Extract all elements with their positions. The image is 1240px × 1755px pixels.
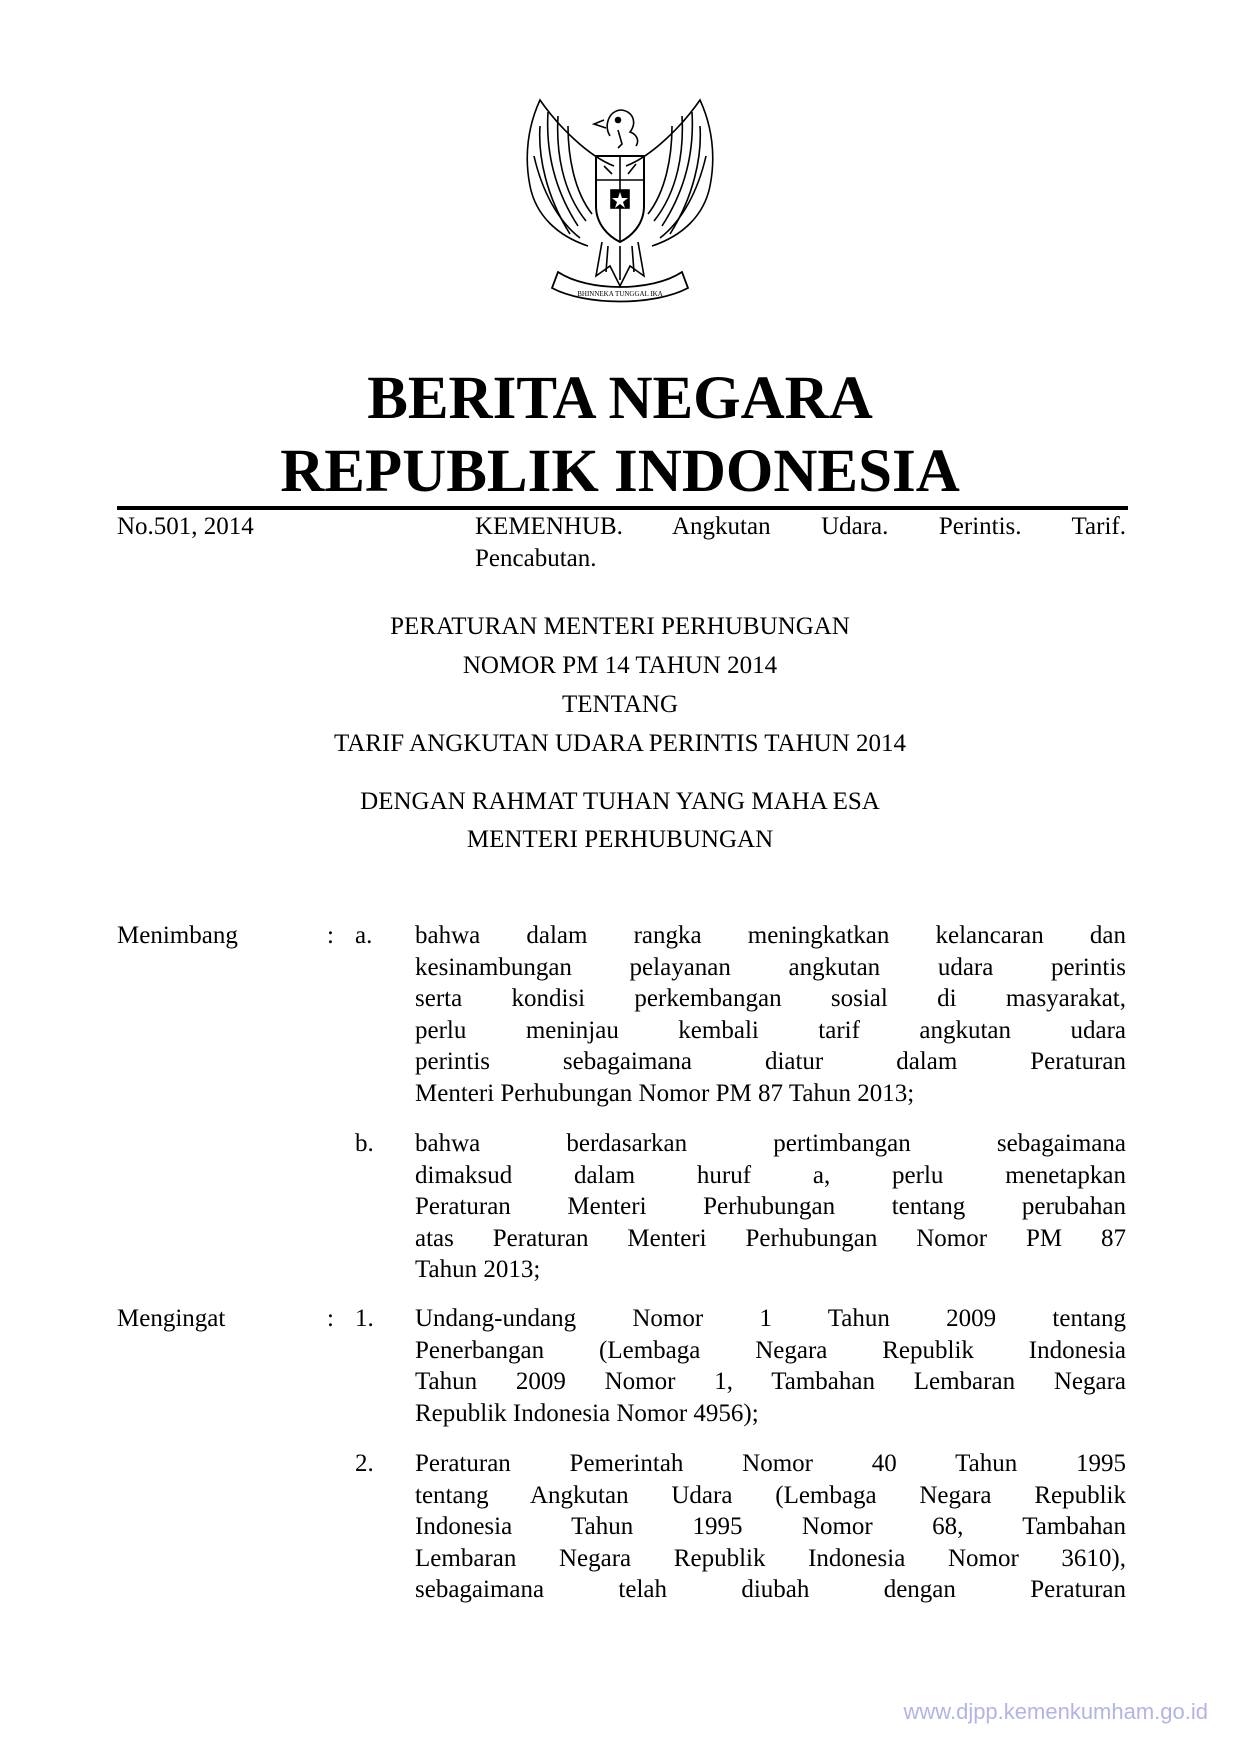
text-line: sebagaimana telah diubah dengan Peraturan [415, 1576, 1126, 1603]
text-line: Peraturan Pemerintah Nomor 40 Tahun 1995 [415, 1450, 1126, 1477]
text-line: kesinambungan pelayanan angkutan udara perintis [415, 953, 1126, 981]
mengingat-item-1 [415, 1303, 1126, 1429]
text-line: atas Peraturan Menteri Perhubungan Nomor PM 87 [415, 1224, 1126, 1252]
gazette-subject-line1: KEMENHUB. Angkutan Udara. Perintis. Tarif. [475, 513, 1126, 540]
text-line: perlu meninjau kembali tarif angkutan udara [415, 1016, 1126, 1044]
text-line: Menteri Perhubungan Nomor PM 87 Tahun 2013; [415, 1079, 915, 1107]
mengingat-label: Mengingat [117, 1305, 226, 1332]
menimbang-colon: : [327, 922, 334, 949]
gazette-subject-line2: Pencabutan. [475, 545, 597, 572]
garuda-emblem-icon [518, 96, 722, 310]
invocation: DENGAN RAHMAT TUHAN YANG MAHA ESA [360, 788, 880, 815]
text-line: Indonesia Tahun 1995 Nomor 68, Tambahan [415, 1513, 1126, 1540]
emblem-motto: BHINNEKA TUNGGAL IKA [577, 290, 663, 298]
regulation-number: NOMOR PM 14 TAHUN 2014 [462, 652, 778, 679]
text-line: perintis sebagaimana diatur dalam Peraturan [415, 1048, 1126, 1075]
gazette-number: No.501, 2014 [117, 513, 254, 540]
regulation-subject: TARIF ANGKUTAN UDARA PERINTIS TAHUN 2014 [333, 730, 907, 757]
menimbang-item-b [415, 1128, 1126, 1286]
text-line: Undang-undang Nomor 1 Tahun 2009 tentang [415, 1305, 1126, 1332]
text-line: Lembaran Negara Republik Indonesia Nomor 3610), [415, 1544, 1126, 1572]
text-line: Peraturan Menteri Perhubungan tentang perubahan [415, 1193, 1126, 1220]
menimbang-item-a [415, 920, 1126, 1109]
masthead-title-line2: REPUBLIK INDONESIA [280, 438, 960, 505]
mengingat-colon: : [327, 1305, 334, 1332]
text-line: Tahun 2009 Nomor 1, Tambahan Lembaran Negara [415, 1368, 1126, 1395]
text-line: Penerbangan (Lembaga Negara Republik Indonesia [415, 1336, 1126, 1364]
item-number-2: 2. [355, 1450, 374, 1477]
source-url-watermark: www.djpp.kemenkumham.go.id [903, 1699, 1208, 1724]
item-number-1: 1. [355, 1305, 374, 1332]
mengingat-item-2 [415, 1448, 1126, 1606]
issuer: MENTERI PERHUBUNGAN [466, 826, 774, 853]
regulation-tentang: TENTANG [561, 691, 679, 718]
menimbang-label: Menimbang [117, 922, 238, 949]
text-line: serta kondisi perkembangan sosial di masyarakat, [415, 985, 1126, 1012]
item-number-a: a. [355, 922, 373, 949]
text-line: Tahun 2013; [415, 1256, 541, 1283]
masthead-divider [117, 506, 1128, 510]
regulation-title: PERATURAN MENTERI PERHUBUNGAN [390, 613, 850, 640]
text-line: bahwa berdasarkan pertimbangan sebagaimana [415, 1130, 1126, 1157]
item-number-b: b. [355, 1130, 374, 1157]
text-line: tentang Angkutan Udara (Lembaga Negara Republik [415, 1481, 1126, 1509]
text-line: Republik Indonesia Nomor 4956); [415, 1399, 759, 1427]
masthead-title-line1: BERITA NEGARA [367, 365, 873, 432]
text-line: bahwa dalam rangka meningkatkan kelancaran dan [415, 922, 1126, 949]
text-line: dimaksud dalam huruf a, perlu menetapkan [415, 1161, 1126, 1189]
